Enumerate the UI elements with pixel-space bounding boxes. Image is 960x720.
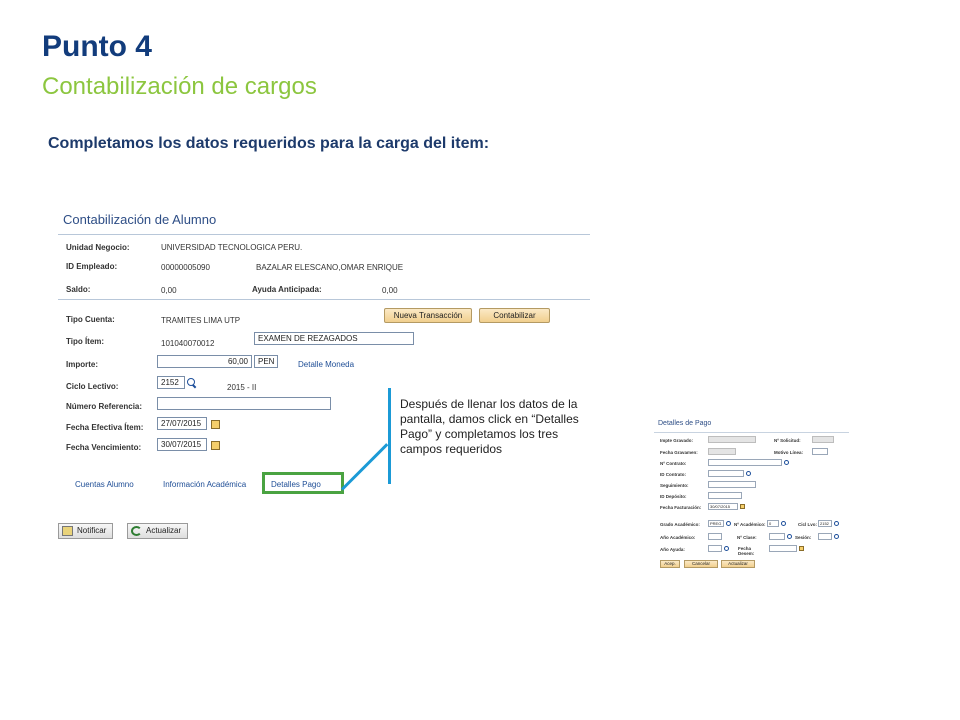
ciclo-lectivo-label: Ciclo Lectivo:	[66, 382, 119, 391]
fecha-desem-field[interactable]	[769, 545, 797, 552]
id-contrato-field[interactable]	[708, 470, 744, 477]
n-contrato-label: Nº Contrato:	[660, 461, 687, 466]
ano-academico-label: Año Académico:	[660, 535, 696, 540]
fecha-vencimiento-label: Fecha Vencimiento:	[66, 443, 142, 452]
n-clase-field[interactable]	[769, 533, 785, 540]
id-empleado-value: 00000005090	[161, 263, 210, 272]
notificar-button-label: Notificar	[77, 526, 107, 535]
nueva-transaccion-button[interactable]: Nueva Transacción	[384, 308, 472, 323]
n-solicitud-label: Nº Solicitud:	[774, 438, 801, 443]
calendar-icon[interactable]	[211, 420, 220, 429]
search-icon[interactable]	[724, 546, 729, 551]
n-contrato-field[interactable]	[708, 459, 782, 466]
aceptar-button[interactable]: Acep.	[660, 560, 680, 568]
ciclo-lectivo-description: 2015 - II	[227, 383, 257, 392]
slide-instruction: Completamos los datos requeridos para la carga del item:	[48, 135, 490, 152]
fecha-facturacion-field[interactable]: 30/07/2015	[708, 503, 738, 510]
tipo-cuenta-label: Tipo Cuenta:	[66, 315, 115, 324]
fecha-desem-label: Fecha Desem:	[738, 546, 755, 556]
seguimiento-label: Seguimiento:	[660, 483, 689, 488]
fecha-gravamen-field	[708, 448, 736, 455]
detalles-pago-highlight	[262, 472, 344, 494]
actualizar-button[interactable]	[127, 523, 188, 539]
ayuda-anticipada-value: 0,00	[382, 286, 398, 295]
panel-divider	[58, 234, 590, 235]
contabilizacion-panel	[58, 204, 598, 554]
numero-referencia-label: Número Referencia:	[66, 402, 143, 411]
seguimiento-field[interactable]	[708, 481, 756, 488]
grado-academico-label: Grado Académico:	[660, 522, 700, 527]
motivo-linea-field[interactable]	[812, 448, 828, 455]
moneda-field[interactable]: PEN	[254, 355, 278, 368]
contabilizar-button[interactable]: Contabilizar	[479, 308, 550, 323]
n-academico-label: Nº Académico:	[734, 522, 766, 527]
callout-line	[388, 388, 391, 484]
search-icon[interactable]	[187, 378, 197, 388]
ciclo-lectivo-input[interactable]: 2152	[157, 376, 185, 389]
n-solicitud-field	[812, 436, 834, 443]
search-icon[interactable]	[834, 534, 839, 539]
refresh-icon	[131, 526, 142, 536]
fecha-efectiva-label: Fecha Efectiva Ítem:	[66, 423, 144, 432]
actualizar-button-label: Actualizar	[146, 526, 182, 535]
importe-label: Importe:	[66, 360, 98, 369]
tipo-cuenta-value: TRAMITES LIMA UTP	[161, 316, 241, 325]
fecha-facturacion-label: Fecha Facturación:	[660, 505, 702, 510]
callout-text: Después de llenar los datos de la pantalla, damos click en “Detalles Pago” y completamos los tres campos requeridos	[400, 397, 579, 456]
search-icon[interactable]	[726, 521, 731, 526]
tab-detalles-pago[interactable]: Detalles Pago	[271, 480, 321, 489]
panel-title: Contabilización de Alumno	[63, 212, 217, 227]
notify-icon	[62, 526, 73, 536]
detalle-moneda-link[interactable]: Detalle Moneda	[298, 360, 355, 369]
detalles-pago-divider	[654, 432, 849, 433]
search-icon[interactable]	[834, 521, 839, 526]
ano-ayuda-field[interactable]	[708, 545, 722, 552]
tab-informacion-academica[interactable]: Información Académica	[163, 480, 247, 489]
detalles-pago-title: Detalles de Pago	[658, 420, 712, 427]
tab-cuentas-alumno[interactable]: Cuentas Alumno	[75, 480, 134, 489]
impte-gravado-field	[708, 436, 756, 443]
empleado-nombre: BAZALAR ELESCANO,OMAR ENRIQUE	[256, 263, 404, 272]
calendar-icon[interactable]	[211, 441, 220, 450]
importe-input[interactable]: 60,00	[157, 355, 252, 368]
n-clase-label: Nº Clase:	[737, 535, 757, 540]
slide-subtitle: Contabilización de cargos	[42, 73, 317, 100]
saldo-value: 0,00	[161, 286, 177, 295]
unidad-negocio-value: UNIVERSIDAD TECNOLOGICA PERU.	[161, 243, 303, 252]
search-icon[interactable]	[784, 460, 789, 465]
ano-ayuda-label: Año Ayuda:	[660, 547, 685, 552]
fecha-vencimiento-input[interactable]: 30/07/2015	[157, 438, 207, 451]
id-deposito-field[interactable]	[708, 492, 742, 499]
notificar-button[interactable]	[58, 523, 113, 539]
n-academico-field[interactable]: 0	[767, 520, 779, 527]
calendar-icon[interactable]	[799, 546, 804, 551]
cicl-lvo-field[interactable]: 2152	[818, 520, 832, 527]
slide-title: Punto 4	[42, 30, 152, 63]
saldo-label: Saldo:	[66, 285, 91, 294]
grado-academico-field[interactable]: PREG	[708, 520, 724, 527]
cancelar-button[interactable]: Cancelar	[684, 560, 718, 568]
tipo-item-value: 101040070012	[161, 339, 215, 348]
cicl-lvo-label: Cicl Lvo:	[798, 522, 818, 527]
motivo-linea-label: Motivo Línea:	[774, 450, 803, 455]
detalles-pago-panel	[650, 412, 853, 574]
impte-gravado-label: Impte Gravado:	[660, 438, 694, 443]
numero-referencia-input[interactable]	[157, 397, 331, 410]
search-icon[interactable]	[781, 521, 786, 526]
search-icon[interactable]	[787, 534, 792, 539]
fecha-efectiva-input[interactable]: 27/07/2015	[157, 417, 207, 430]
calendar-icon[interactable]	[740, 504, 745, 509]
tipo-item-label: Tipo Ítem:	[66, 337, 105, 346]
id-contrato-label: ID Contrato:	[660, 472, 686, 477]
tipo-item-description-field[interactable]: EXAMEN DE REZAGADOS	[254, 332, 414, 345]
fecha-gravamen-label: Fecha Gravamen:	[660, 450, 698, 455]
search-icon[interactable]	[746, 471, 751, 476]
unidad-negocio-label: Unidad Negocio:	[66, 243, 130, 252]
ano-academico-field[interactable]	[708, 533, 722, 540]
id-deposito-label: ID Depósito:	[660, 494, 687, 499]
id-empleado-label: ID Empleado:	[66, 262, 118, 271]
panel-divider-2	[58, 299, 590, 300]
sesion-field[interactable]	[818, 533, 832, 540]
ayuda-anticipada-label: Ayuda Anticipada:	[252, 285, 322, 294]
sesion-label: Sesión:	[795, 535, 812, 540]
actualizar-button[interactable]: Actualizar	[721, 560, 755, 568]
